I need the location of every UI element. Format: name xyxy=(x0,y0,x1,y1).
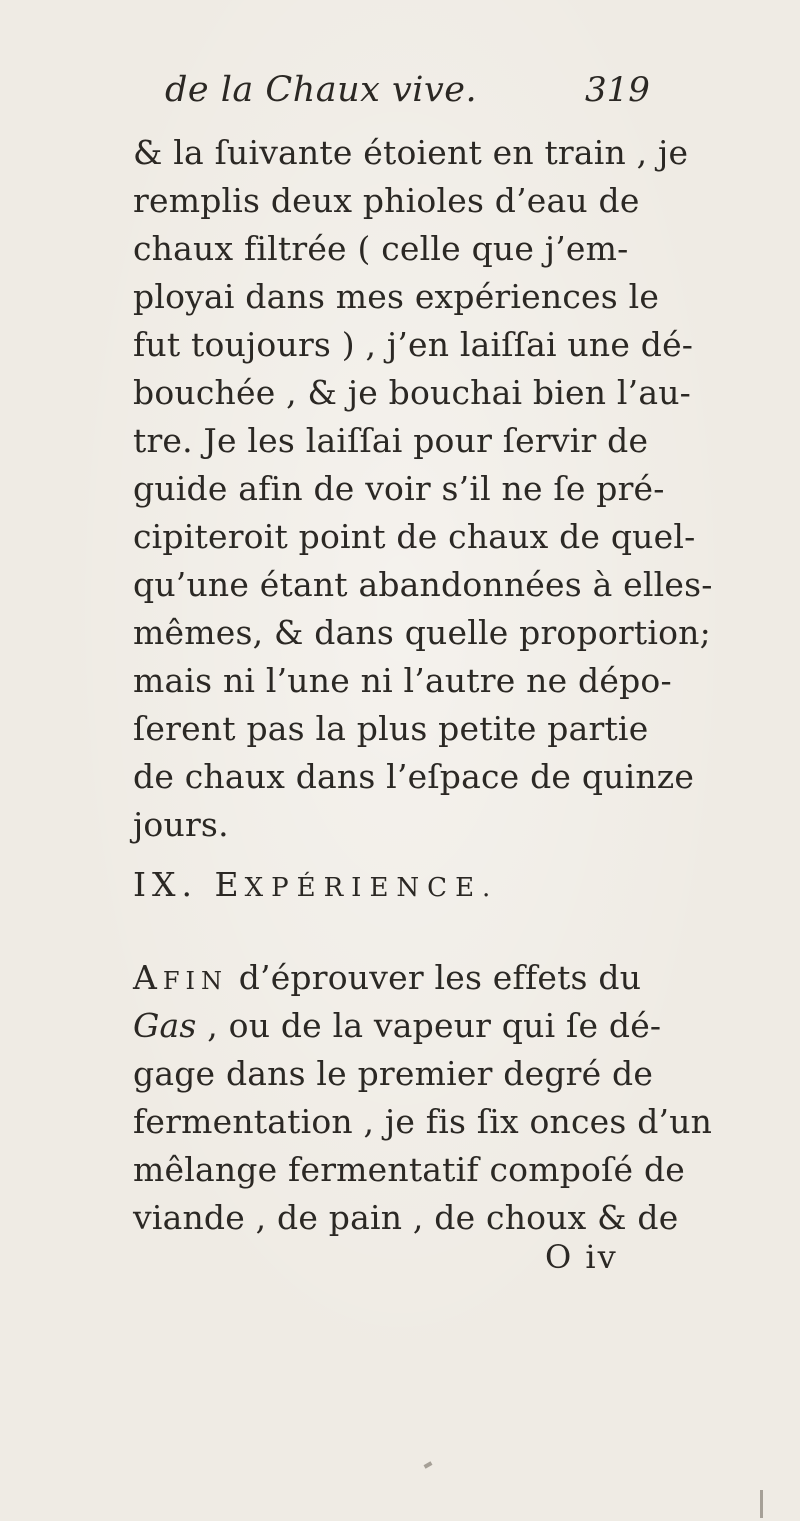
text-line: qu’une étant abandonnées à elles- xyxy=(133,565,713,604)
text-line: mêlange fermentatif compoſé de xyxy=(133,1150,686,1189)
page-number: 319 xyxy=(585,70,650,110)
text-line xyxy=(133,1006,661,1045)
text-line: de chaux dans l’eſpace de quinze xyxy=(133,757,695,796)
running-head: de la Chaux vive. xyxy=(165,70,478,110)
ink-speck xyxy=(424,1461,433,1468)
text-line: ſerent pas la plus petite partie xyxy=(133,709,649,748)
page-header xyxy=(165,70,665,120)
text-line: bouchée , & je bouchai bien l’au- xyxy=(133,373,691,412)
text-line: viande , de pain , de choux & de xyxy=(133,1198,679,1237)
section-heading xyxy=(133,865,498,904)
text-line: cipiteroit point de chaux de quel- xyxy=(133,517,696,556)
opening-line-rest: d’éprouver les effets du xyxy=(238,958,642,997)
text-line: mêmes, & dans quelle proportion; xyxy=(133,613,711,652)
opening-initial: A xyxy=(133,958,163,997)
signature-mark: O iv xyxy=(545,1238,618,1276)
ink-speck xyxy=(760,1490,763,1518)
text-line: & la ſuivante étoient en train , je xyxy=(133,133,689,172)
text-line: gage dans le premier degré de xyxy=(133,1054,654,1093)
text-line: mais ni l’une ni l’autre ne dépo- xyxy=(133,661,672,700)
text-line: remplis deux phioles d’eau de xyxy=(133,181,640,220)
text-line: fermentation , je fis ſix onces d’un xyxy=(133,1102,713,1141)
text-line xyxy=(133,958,641,997)
text-line: jours. xyxy=(133,805,229,844)
section-title-rest: XPÉRIENCE. xyxy=(244,873,499,903)
section-number: IX. xyxy=(133,865,199,904)
line-rest: , ou de la vapeur qui ſe dé- xyxy=(196,1006,662,1045)
text-line: chaux filtrée ( celle que j’em- xyxy=(133,229,629,268)
italic-term: Gas xyxy=(133,1006,197,1045)
opening-word xyxy=(133,958,228,997)
opening-rest: FIN xyxy=(162,967,228,995)
text-line: guide afin de voir s’il ne ſe pré- xyxy=(133,469,665,508)
section-title-initial: E xyxy=(214,865,245,904)
text-line: fut toujours ) , j’en laiſſai une dé- xyxy=(133,325,694,364)
text-line: ployai dans mes expériences le xyxy=(133,277,660,316)
text-line: tre. Je les laiſſai pour ſervir de xyxy=(133,421,649,460)
